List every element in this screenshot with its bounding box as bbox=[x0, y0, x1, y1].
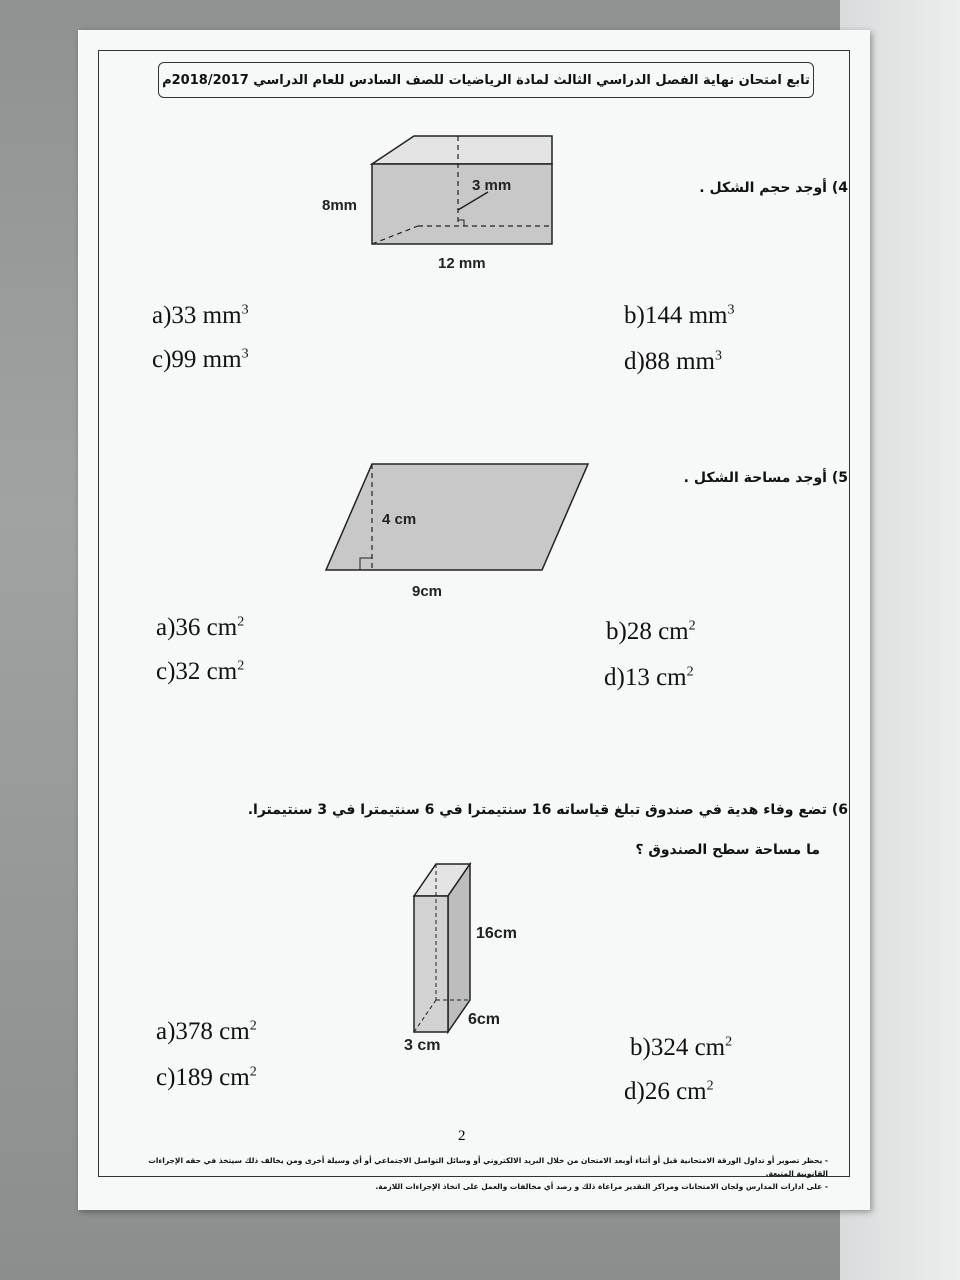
question-6-text-line1: 6) تضع وفاء هدية في صندوق تبلغ قياساته 16 سنتيمترا في 6 سنتيمترا في 3 سنتيمترا. bbox=[247, 802, 848, 818]
parallelogram-figure bbox=[318, 460, 598, 605]
q5-option-b[interactable]: b)28 $cm^2$ bbox=[606, 618, 696, 645]
q4-option-a[interactable]: a)33 $mm^3$ bbox=[152, 302, 249, 329]
parallelogram-base-label: 9cm bbox=[412, 583, 443, 600]
box-depth-label: 6cm bbox=[468, 1011, 501, 1028]
rectangular-prism-figure bbox=[398, 856, 558, 1056]
q4-option-b[interactable]: b)144 $mm^3$ bbox=[624, 302, 735, 329]
q4-option-d[interactable]: d)88 $mm^3$ bbox=[624, 348, 722, 375]
q6-option-c[interactable]: c)189 $cm^2$ bbox=[156, 1064, 257, 1091]
question-4-text: 4) أوجد حجم الشكل . bbox=[699, 180, 848, 196]
prism-base-height-label: 3 mm bbox=[472, 177, 512, 194]
exam-title: تابع امتحان نهاية الفصل الدراسي الثالث لمادة الرياضيات للصف السادس للعام الدراسي 2018/2017م bbox=[162, 72, 810, 88]
question-5-text: 5) أوجد مساحة الشكل . bbox=[683, 470, 848, 486]
exam-header bbox=[158, 62, 814, 98]
q6-option-a[interactable]: a)378 $cm^2$ bbox=[156, 1018, 257, 1045]
triangular-prism-figure bbox=[308, 128, 568, 278]
q6-option-b[interactable]: b)324 $cm^2$ bbox=[630, 1034, 733, 1061]
footer-line-1: - يحظر تصوير أو تداول الورقة الامتحانية قبل أو أثناء أوبعد الامتحان من خلال البريد الالكتروني أو وسائل التواصل الاجتماعي أو أي وسيلة أخرى ومن يخالف ذلك سيتخذ في حقه الإجراءات القانونية المتبعة. bbox=[148, 1156, 828, 1178]
page-number: 2 bbox=[458, 1128, 466, 1144]
prism-length-label: 12 mm bbox=[438, 255, 486, 272]
footer-notice bbox=[148, 1154, 828, 1193]
q4-option-c[interactable]: c)99 $mm^3$ bbox=[152, 346, 249, 373]
q5-option-d[interactable]: d)13 $cm^2$ bbox=[604, 664, 694, 691]
prism-height-label: 8mm bbox=[322, 197, 358, 214]
question-6-text-line2: ما مساحة سطح الصندوق ؟ bbox=[635, 842, 820, 858]
exam-page bbox=[78, 30, 870, 1210]
parallelogram-height-label: 4 cm bbox=[382, 511, 417, 528]
q5-option-a[interactable]: a)36 $cm^2$ bbox=[156, 614, 245, 641]
footer-line-2: - على ادارات المدارس ولجان الامتحانات ومراكز التقدير مراعاة ذلك و رصد أي مخالفات والعمل على اتخاذ الإجراءات اللازمة. bbox=[375, 1182, 828, 1191]
box-height-label: 16cm bbox=[476, 925, 517, 942]
q5-option-c[interactable]: c)32 $cm^2$ bbox=[156, 658, 245, 685]
box-width-label: 3 cm bbox=[404, 1037, 441, 1054]
q6-option-d[interactable]: d)26 $cm^2$ bbox=[624, 1078, 714, 1105]
